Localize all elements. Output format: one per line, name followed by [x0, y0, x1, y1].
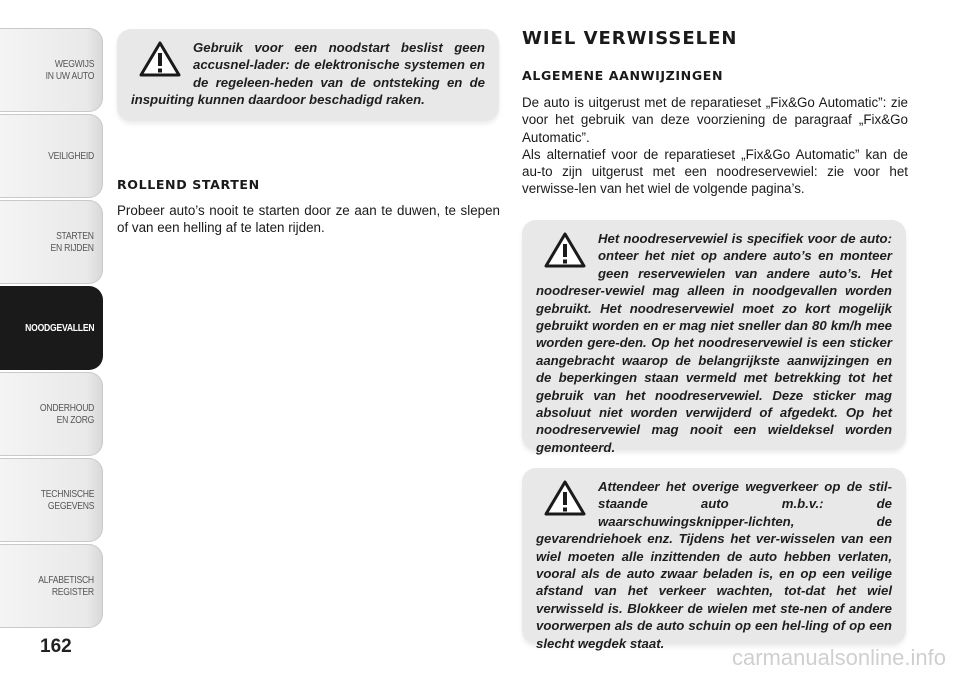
tab-veiligheid[interactable] — [0, 114, 103, 198]
rollend-paragraph — [117, 202, 500, 237]
tab-technische[interactable] — [0, 458, 103, 542]
tab-label: VEILIGHEID — [48, 150, 94, 162]
warning-text: Het noodreservewiel is specifiek voor de auto: onteer het niet op andere auto’s en monteer geen reservewielen van andere auto’s. Het noodreser-vewiel mag alleen in noodgevallen worden gebruikt. Het noodreservewiel moet zo kort mogelijk gebruikt worden en er mag niet sneller dan 80 km/h mee worden gere-den. Op het noodreservewiel is een sticker aangebracht waarop de belangrijkste aanwijzingen en de beperkingen staan vermeld met betrekking tot het gebruik van het noodreservewiel. Deze sticker mag absoluut niet worden verwijderd of afgedekt. Op het noodreservewiel mag nooit een wieldeksel worden gemonteerd. — [536, 231, 892, 455]
tab-label: ALFABETISCH REGISTER — [38, 574, 94, 598]
warning-triangle-icon — [139, 41, 181, 77]
warning-text: Gebruik voor een noodstart beslist geen accusnel-lader: de elektronische systemen en de regeleen-heden van de ontsteking en de inspuiting kunnen daardoor beschadigd raken. — [131, 40, 485, 108]
section-title-rollend: ROLLEND STARTEN — [117, 177, 260, 192]
tab-wegwijs[interactable] — [0, 28, 103, 112]
warning-triangle-icon — [544, 232, 586, 268]
page-title: WIEL VERWISSELEN — [522, 28, 738, 49]
watermark: carmanualsonline.info — [731, 645, 946, 670]
chapter-tabs — [0, 28, 103, 630]
warning-triangle-icon — [544, 480, 586, 516]
warning-box-noodstart — [117, 29, 499, 121]
warning-box-noodreservewiel — [522, 220, 906, 455]
warning-text: Attendeer het overige wegverkeer op de stil-staande auto m.b.v.: de waarschuwingsknipper-lichten, de gevarendriehoek enz. Tijdens het ver-wisselen van een wiel moeten alle inzittenden de auto hebben verlaten, vooral als de auto zwaar beladen is, en op een veilige afstand van het verkeer wachten, tot-dat het wiel verwisseld is. Blokkeer de wielen met ste-nen of andere voorwerpen als de auto schuin op een hel-ling of op een slecht wegdek staat. — [536, 479, 892, 651]
tab-label: TECHNISCHE GEGEVENS — [40, 488, 94, 512]
tab-label: WEGWIJS IN UW AUTO — [45, 58, 94, 82]
warning-box-verkeer — [522, 468, 906, 651]
paragraph-alternative: Als alternatief voor de reparatieset „Fix&Go Automatic” kan de au-to zijn uitgerust met een noodreservewiel: zie voor het verwisse-len van het wiel de volgende pagina’s. — [522, 146, 908, 197]
tab-onderhoud[interactable] — [0, 372, 103, 456]
tab-starten[interactable] — [0, 200, 103, 284]
tab-label: ONDERHOUD EN ZORG — [39, 402, 94, 426]
tab-noodgevallen[interactable] — [0, 286, 103, 370]
section-subtitle: ALGEMENE AANWIJZINGEN — [522, 68, 724, 83]
tab-label: NOODGEVALLEN — [24, 322, 94, 334]
tab-label: STARTEN EN RIJDEN — [50, 230, 94, 254]
tab-alfabetisch[interactable] — [0, 544, 103, 628]
intro-paragraphs — [522, 94, 908, 198]
page-number: 162 — [40, 636, 72, 657]
rollend-text: Probeer auto’s nooit te starten door ze aan te duwen, te slepen of van een helling af te laten rijden. — [117, 203, 500, 236]
paragraph-fixgo: De auto is uitgerust met de reparatieset „Fix&Go Automatic”: zie voor het gebruik van deze voorziening de paragraaf „Fix&Go Automatic”. — [522, 95, 908, 145]
